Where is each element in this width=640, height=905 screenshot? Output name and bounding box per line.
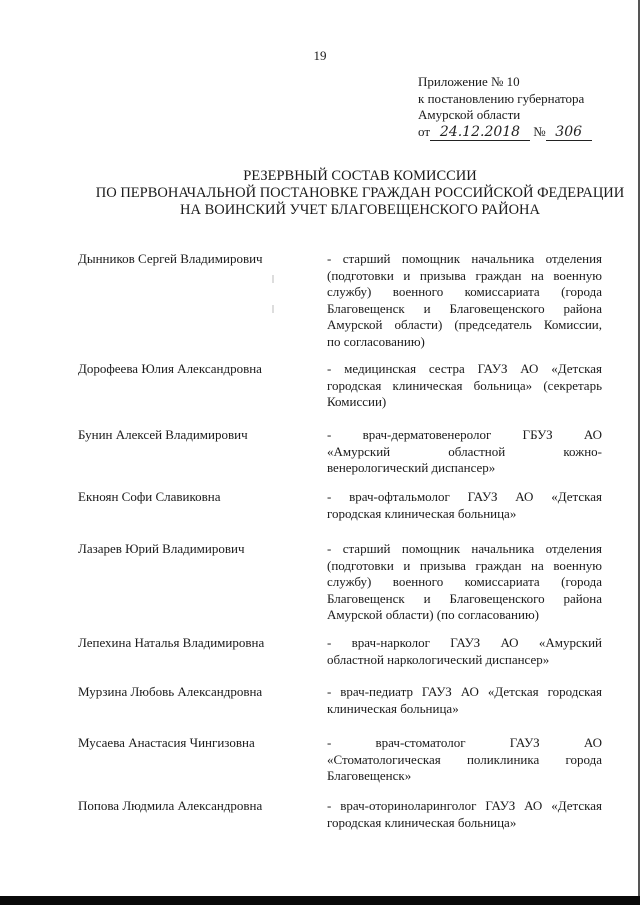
date-prefix: от: [418, 123, 431, 139]
member-role-line: службу) военного комиссариата (города: [327, 574, 602, 589]
page-number: 19: [313, 48, 327, 63]
member-role-line: - врач-педиатр ГАУЗ АО «Детская городская: [327, 684, 602, 699]
member-role-line: клиническая больница»: [327, 700, 459, 716]
member-role-line: (подготовки и призыва граждан на военную: [327, 267, 602, 283]
member-name: Мусаева Анастасия Чингизовна: [78, 735, 255, 750]
member-role-line: городская клиническая больница»: [327, 505, 517, 521]
member-name: Попова Людмила Александровна: [78, 798, 263, 813]
member-name: Мурзина Любовь Александровна: [78, 684, 263, 699]
member-role-line: городская клиническая больница» (секретарь: [327, 377, 602, 393]
member-role-line: (подготовки и призыва граждан на военную: [327, 557, 602, 573]
member-role-line: Амурской области) (председатель Комиссии,: [327, 317, 602, 332]
member-role-line: Благовещенск»: [327, 768, 412, 783]
member-name: Дынников Сергей Владимирович: [78, 251, 263, 266]
member-role-line: - медицинская сестра ГАУЗ АО «Детская: [327, 361, 602, 376]
member-role-line: городская клиническая больница»: [327, 814, 517, 830]
handwritten-number: 306: [546, 125, 592, 141]
member-role-line: «Стоматологическая поликлиника города: [327, 751, 602, 767]
member-role-line: Комиссии): [327, 394, 387, 409]
member-name: Лепехина Наталья Владимировна: [78, 635, 265, 650]
appendix-number: Приложение № 10: [418, 74, 520, 89]
member-role-line: Амурской области) (по согласованию): [327, 607, 539, 622]
member-role-line: - старший помощник начальника отделения: [327, 251, 602, 266]
member-name: Бунин Алексей Владимирович: [78, 427, 248, 442]
title-line-1: РЕЗЕРВНЫЙ СОСТАВ КОМИССИИ: [243, 168, 477, 184]
appendix-region: Амурской области: [418, 107, 521, 122]
scan-bottom-edge: [0, 896, 640, 905]
appendix-resolution: к постановлению губернатора: [418, 90, 585, 106]
member-role-line: Благовещенск и Благовещенского района: [327, 300, 602, 316]
member-role-line: «Амурский областной кожно-: [327, 443, 602, 459]
member-role-line: - врач-стоматолог ГАУЗ АО: [327, 735, 602, 750]
handwritten-date: 24.12.2018: [430, 125, 530, 141]
member-role-line: - врач-дерматовенеролог ГБУЗ АО: [327, 427, 602, 442]
member-name: Екноян Софи Славиковна: [78, 489, 221, 504]
title-line-2: ПО ПЕРВОНАЧАЛЬНОЙ ПОСТАНОВКЕ ГРАЖДАН РОССИЙСКОЙ ФЕДЕРАЦИИ: [95, 185, 625, 201]
member-role-line: венерологический диспансер»: [327, 460, 496, 475]
member-role-line: службу) военного комиссариата (города: [327, 284, 602, 299]
member-name: Дорофеева Юлия Александровна: [78, 361, 262, 376]
title-line-3: НА ВОИНСКИЙ УЧЕТ БЛАГОВЕЩЕНСКОГО РАЙОНА: [180, 202, 540, 218]
member-role-line: - врач-оториноларинголог ГАУЗ АО «Детская: [327, 798, 602, 813]
member-role-line: - старший помощник начальника отделения: [327, 541, 602, 556]
member-role-line: - врач-нарколог ГАУЗ АО «Амурский: [327, 635, 602, 650]
member-role-line: областной наркологический диспансер»: [327, 651, 550, 667]
number-prefix: №: [533, 123, 546, 139]
member-role-line: - врач-офтальмолог ГАУЗ АО «Детская: [327, 489, 602, 504]
member-role-line: по согласованию): [327, 333, 425, 349]
member-role-line: Благовещенск и Благовещенского района: [327, 590, 602, 606]
member-name: Лазарев Юрий Владимирович: [78, 541, 245, 556]
